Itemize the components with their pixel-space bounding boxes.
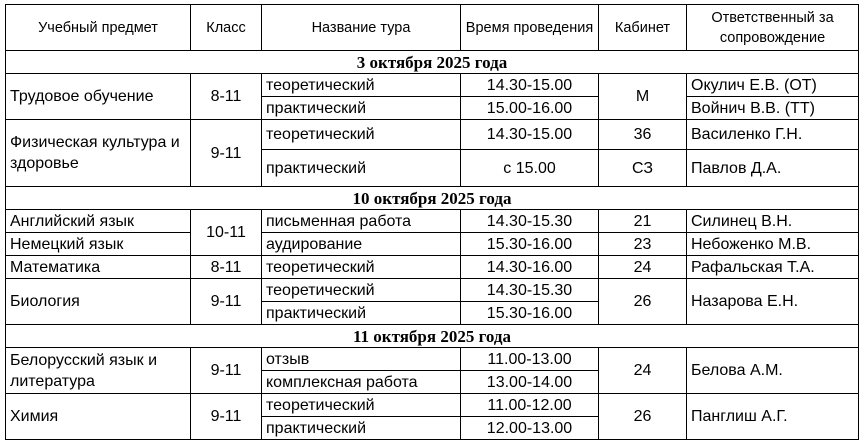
time-cell: 14.30-15.00: [461, 120, 599, 150]
time-cell: с 15.00: [461, 150, 599, 187]
time-cell: 11.00-13.00: [461, 348, 599, 371]
schedule-table: [5, 4, 859, 440]
round-cell: письменная работа: [262, 210, 461, 233]
grade-cell: 8-11: [191, 74, 262, 120]
date-row: [6, 325, 859, 348]
responsible-cell: Панглиш А.Г.: [687, 394, 859, 440]
time-cell: 14.30-15.00: [461, 74, 599, 97]
time-cell: 14.30-15.30: [461, 279, 599, 302]
responsible-cell: Рафальская Т.А.: [687, 256, 859, 279]
responsible-cell: Окулич Е.В. (ОТ): [687, 74, 859, 97]
subject-cell: Физическая культура и здоровье: [6, 120, 191, 187]
round-cell: комплексная работа: [262, 371, 461, 394]
room-cell: 24: [599, 348, 687, 394]
responsible-cell: Павлов Д.А.: [687, 150, 859, 187]
round-cell: теоретический: [262, 279, 461, 302]
time-cell: 12.00-13.00: [461, 417, 599, 440]
round-cell: отзыв: [262, 348, 461, 371]
room-cell: 24: [599, 256, 687, 279]
time-cell: 15.30-16.00: [461, 302, 599, 325]
date-heading: 10 октября 2025 года: [6, 187, 859, 210]
responsible-cell: Силинец В.Н.: [687, 210, 859, 233]
header-grade: Класс: [191, 5, 262, 51]
date-heading: 3 октября 2025 года: [6, 51, 859, 74]
subject-cell: Английский язык: [6, 210, 191, 233]
room-cell: 26: [599, 279, 687, 325]
room-cell: М: [599, 74, 687, 120]
room-cell: 21: [599, 210, 687, 233]
header-subject: Учебный предмет: [6, 5, 191, 51]
table-row: [6, 394, 859, 417]
table-row: [6, 210, 859, 233]
time-cell: 13.00-14.00: [461, 371, 599, 394]
table-row: [6, 256, 859, 279]
responsible-cell: Назарова Е.Н.: [687, 279, 859, 325]
subject-cell: Белорусский язык и литература: [6, 348, 191, 394]
time-cell: 11.00-12.00: [461, 394, 599, 417]
table-row: [6, 279, 859, 302]
date-heading: 11 октября 2025 года: [6, 325, 859, 348]
subject-cell: Биология: [6, 279, 191, 325]
round-cell: аудирование: [262, 233, 461, 256]
grade-cell: 8-11: [191, 256, 262, 279]
room-cell: 26: [599, 394, 687, 440]
round-cell: практический: [262, 97, 461, 120]
table-row: [6, 233, 859, 256]
round-cell: теоретический: [262, 256, 461, 279]
grade-cell: 9-11: [191, 279, 262, 325]
header-room: Кабинет: [599, 5, 687, 51]
round-cell: теоретический: [262, 394, 461, 417]
subject-cell: Трудовое обучение: [6, 74, 191, 120]
subject-cell: Химия: [6, 394, 191, 440]
round-cell: практический: [262, 417, 461, 440]
grade-cell: 9-11: [191, 348, 262, 394]
round-cell: практический: [262, 150, 461, 187]
header-row: [6, 5, 859, 51]
grade-cell: 9-11: [191, 394, 262, 440]
header-round: Название тура: [262, 5, 461, 51]
room-cell: 23: [599, 233, 687, 256]
room-cell: 36: [599, 120, 687, 150]
table-row: [6, 120, 859, 150]
grade-cell: 9-11: [191, 120, 262, 187]
time-cell: 15.30-16.00: [461, 233, 599, 256]
responsible-cell: Войнич В.В. (ТТ): [687, 97, 859, 120]
responsible-cell: Небоженко М.В.: [687, 233, 859, 256]
round-cell: практический: [262, 302, 461, 325]
grade-cell: 10-11: [191, 210, 262, 256]
table-row: [6, 74, 859, 97]
date-row: [6, 51, 859, 74]
responsible-cell: Василенко Г.Н.: [687, 120, 859, 150]
time-cell: 14.30-16.00: [461, 256, 599, 279]
time-cell: 14.30-15.30: [461, 210, 599, 233]
table-row: [6, 348, 859, 371]
round-cell: теоретический: [262, 120, 461, 150]
round-cell: теоретический: [262, 74, 461, 97]
header-time: Время проведения: [461, 5, 599, 51]
header-responsible: Ответственный за сопровождение: [687, 5, 859, 51]
responsible-cell: Белова А.М.: [687, 348, 859, 394]
room-cell: СЗ: [599, 150, 687, 187]
time-cell: 15.00-16.00: [461, 97, 599, 120]
subject-cell: Немецкий язык: [6, 233, 191, 256]
subject-cell: Математика: [6, 256, 191, 279]
date-row: [6, 187, 859, 210]
